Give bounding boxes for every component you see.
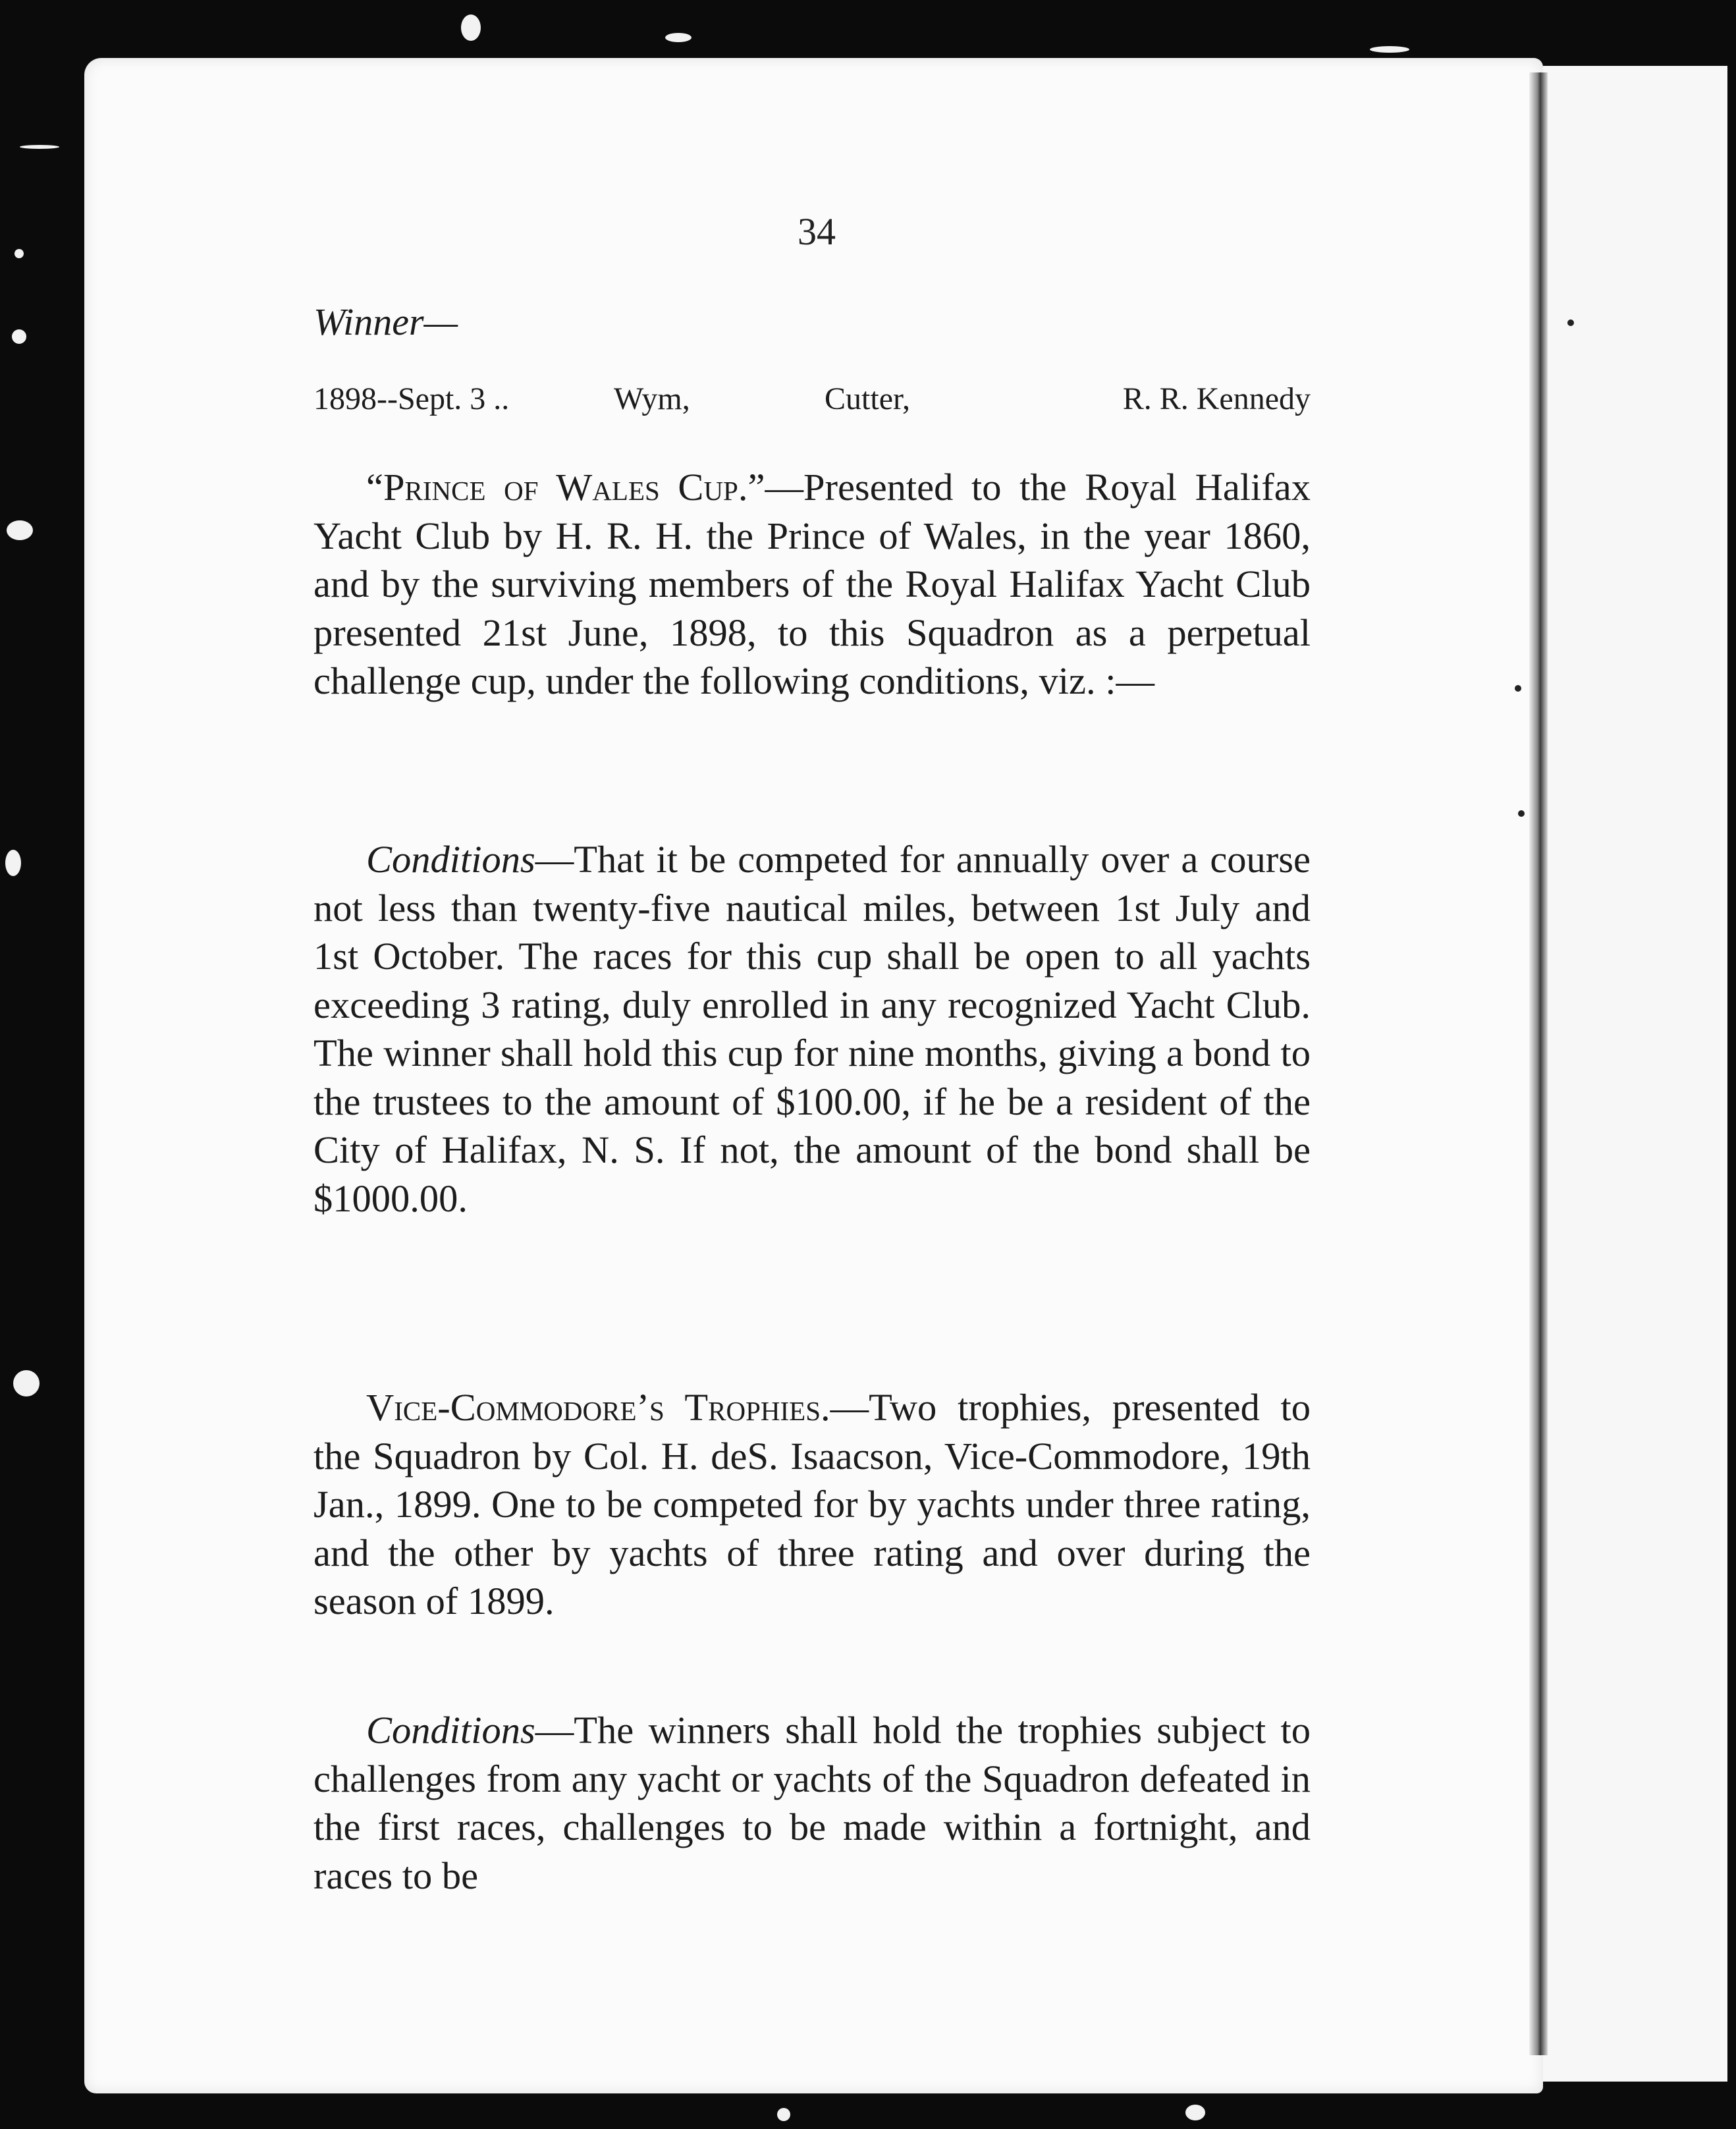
vice-commodore-conditions-section [313,1706,1311,1900]
scan-speck [5,850,21,876]
prince-of-wales-cup-title: “Prince of Wales Cup.” [366,466,765,509]
vice-commodore-conditions-paragraph [313,1706,1311,1900]
prince-of-wales-cup-section [313,463,1311,705]
page-speck [1518,810,1525,817]
conditions-label: Conditions [366,1709,535,1752]
conditions-text: —That it be competed for annually over a course not less than twenty-five nautical miles, between 1st July and 1st October. The races for this cup shall be open to all yachts exceeding 3 rating, duly enrolled in any recognized Yacht Club. The winner shall hold this cup for nine months, giving a bond to the trustees to the amount of $100.00, if he be a resident of the City of Halifax, N. S. If not, the amount of the bond shall be $1000.00. [313,838,1311,1220]
scan-speck [13,1370,40,1396]
conditions-text: —The winners shall hold the trophies subject to challenges from any yacht or yachts of the Squadron defeated in the first races, challenges to be made within a fortnight, and races to be [313,1709,1311,1897]
scan-speck [12,329,26,344]
vice-commodore-trophies-section [313,1383,1311,1626]
prince-of-wales-conditions-paragraph [313,835,1311,1223]
page-speck [1567,319,1574,326]
scan-speck [1185,2105,1205,2120]
prince-of-wales-cup-body: —Presented to the Royal Halifax Yacht Club by H. R. H. the Prince of Wales, in the year 1860, and by the surviving members of the Royal Halifax Yacht Club presented 21st June, 1898, to this Squadron as a perpetual challenge cup, under the following conditions, viz. :— [313,466,1311,702]
scan-speck [461,14,481,41]
conditions-label: Conditions [366,838,535,881]
winner-heading: Winner— [313,300,458,343]
book-gutter [1529,72,1548,2055]
winner-date: 1898--Sept. 3 .. [313,381,510,416]
winner-entry-row [313,381,1311,424]
scan-speck [777,2108,790,2121]
scan-speck [14,249,24,258]
scan-speck [20,145,59,149]
page-number: 34 [798,210,836,253]
vice-commodore-trophies-body: —Two trophies, presented to the Squadron by Col. H. deS. Isaacson, Vice-Commodore, 19th Jan., 1899. One to be competed for by yachts under three rating, and the other by yachts of three rating and over during the season of 1899. [313,1386,1311,1622]
winner-owner: R. R. Kennedy [1122,381,1311,416]
vice-commodore-trophies-title: Vice-Commodore’s Trophies. [366,1386,830,1429]
scan-speck [1370,46,1409,53]
vice-commodore-trophies-paragraph [313,1383,1311,1626]
page-speck [1515,685,1521,692]
winner-rig: Cutter, [825,381,911,416]
right-page-edge [1543,66,1727,2082]
scan-speck [7,520,33,540]
winner-yacht: Wym, [614,381,690,416]
prince-of-wales-conditions-section [313,835,1311,1223]
prince-of-wales-cup-paragraph [313,463,1311,705]
scan-speck [665,33,692,42]
